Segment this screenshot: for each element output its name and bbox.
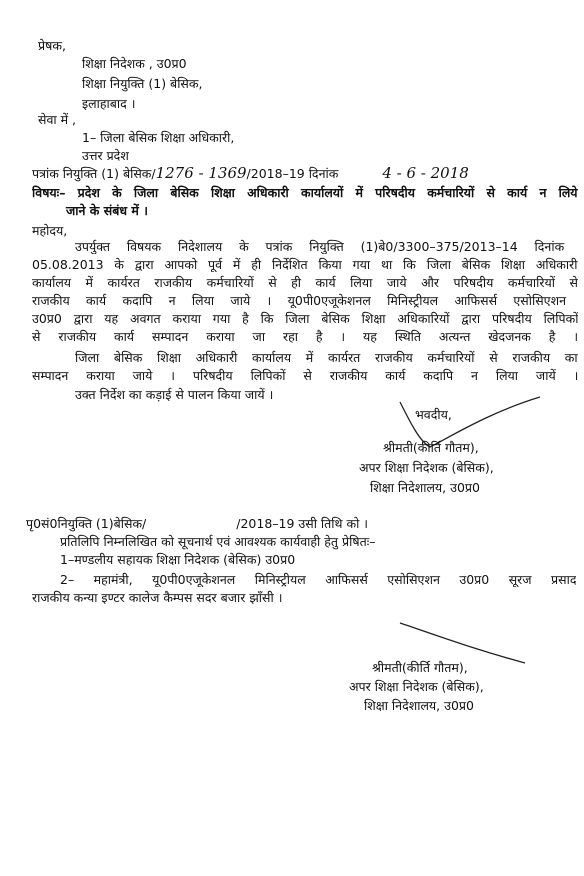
signature-2-designation: अपर शिक्षा निदेशक (बेसिक), <box>349 679 484 694</box>
sender-label: प्रेषक, <box>38 38 66 53</box>
reference-handwritten-number: 1276 - 1369 <box>155 164 247 182</box>
body-p3: उक्त निर्देश का कड़ाई से पालन किया जायें । <box>75 387 274 402</box>
sender-line-1: शिक्षा निदेशक , उ0प्र0 <box>82 56 187 71</box>
reference-suffix: /2018–19 दिनांक <box>246 166 339 181</box>
body-p2-line-1: जिला बेसिक शिक्षा अधिकारी कार्यालय में कार्यरत राजकीय कर्मचारियों से राजकीय का <box>75 350 578 365</box>
copy-item-1: 1–मण्डलीय सहायक शिक्षा निदेशक (बेसिक) उ0प्र0 <box>60 552 296 567</box>
body-p1-line-1: उपर्युक्त विषयक निदेशालय के पत्रांक नियुक्ति (1)बे0/3300–375/2013–14 दिनांक <box>75 239 565 254</box>
subject-line-1: विषयः– प्रदेश के जिला बेसिक शिक्षा अधिकारी कार्यालयों में परिषदीय कर्मचारियों से कार्य न लिये <box>32 185 578 200</box>
signature-1-designation: अपर शिक्षा निदेशक (बेसिक), <box>359 460 494 475</box>
body-p1-line-5: उ0प्र0 द्वारा यह अवगत कराया गया है कि जिला बेसिक शिक्षा अधिकारियों द्वारा परिषदीय लिपिकों <box>32 311 578 326</box>
body-p1-line-4: राजकीय कार्य कदापि न लिया जाये । यू0पी0एजूकेशनल मिनिस्ट्रीयल आफिसर्स एसोसिएशन <box>32 293 567 308</box>
recipient-line-2: उत्तर प्रदेश <box>82 148 129 163</box>
copy-ref-prefix: पृ0सं0नियुक्ति (1)बेसिक/ <box>26 516 147 531</box>
reference-prefix: पत्रांक नियुक्ति (1) बेसिक/ <box>32 166 156 181</box>
copy-ref-suffix: /2018–19 उसी तिथि को । <box>236 516 369 531</box>
copy-item-2-line-2: राजकीय कन्या इण्टर कालेज कैम्पस सदर बजार झाँसी । <box>32 590 283 605</box>
sender-line-2: शिक्षा नियुक्ति (1) बेसिक, <box>82 76 203 91</box>
copy-item-2-line-1: 2– महामंत्री, यू0पी0एजूकेशनल मिनिस्ट्रीयल आफिसर्स एसोसिएशन उ0प्र0 सूरज प्रसाद <box>60 572 576 587</box>
signature-1-closing: भवदीय, <box>415 407 452 422</box>
copy-reference-line <box>26 516 368 531</box>
signature-2-name: श्रीमती(कीर्ति गौतम), <box>372 660 468 675</box>
signature-2-office: शिक्षा निदेशालय, उ0प्र0 <box>364 698 475 713</box>
body-p1-line-3: कार्यालय में कार्यरत राजकीय कर्मचारियों से ही कार्य लिया जाये और परिषदीय कर्मचारियों से <box>32 275 578 290</box>
signature-1-office: शिक्षा निदेशालय, उ0प्र0 <box>370 480 481 495</box>
copy-intro: प्रतिलिपि निम्नलिखित को सूचनार्थ एवं आवश्यक कार्यवाही हेतु प्रेषितः– <box>60 534 376 549</box>
reference-line <box>32 166 469 181</box>
sender-line-3: इलाहाबाद । <box>82 96 136 111</box>
body-p2-line-2: सम्पादन कराया जाये । परिषदीय लिपिकों से राजकीय कार्य कदापि न लिया जायें । <box>32 368 578 383</box>
signature-1-name: श्रीमती(कीर्ति गौतम), <box>383 440 479 455</box>
body-p1-line-2: 05.08.2013 के द्वारा आपको पूर्व में ही निर्देशित किया गया था कि जिला बेसिक शिक्षा अधिकारी <box>32 257 578 272</box>
recipient-line-1: 1– जिला बेसिक शिक्षा अधिकारी, <box>82 130 235 145</box>
subject-line-2: जाने के संबंध में । <box>66 203 148 218</box>
reference-handwritten-date: 4 - 6 - 2018 <box>382 164 469 182</box>
salutation: महोदय, <box>32 223 68 238</box>
recipient-label: सेवा में , <box>38 112 77 127</box>
body-p1-line-6: से राजकीय कार्य सम्पादन कराया जा रहा है । यह स्थिति अत्यन्त खेदजनक है । <box>32 329 578 344</box>
